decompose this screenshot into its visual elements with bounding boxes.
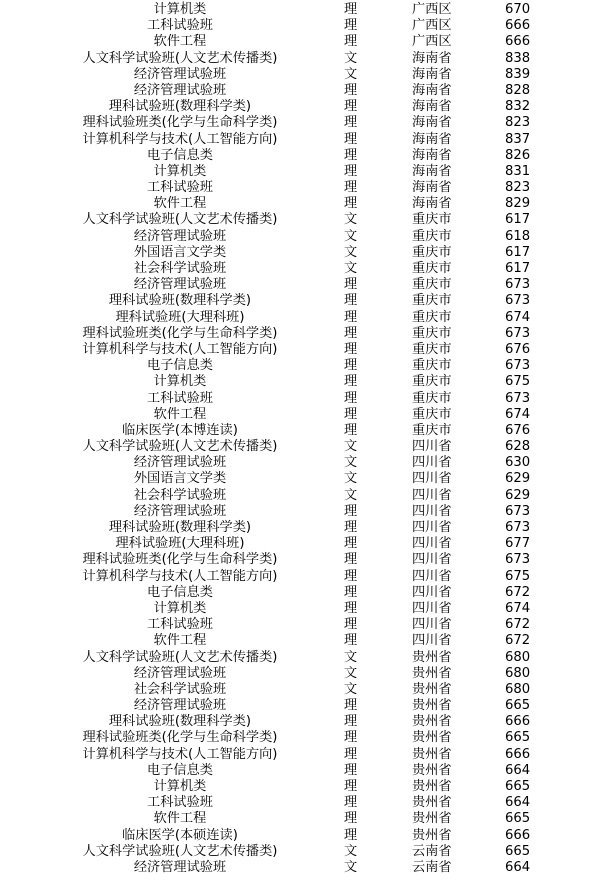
province-cell: 四川省 xyxy=(412,439,452,455)
table-row xyxy=(0,212,610,228)
province-cell: 四川省 xyxy=(412,455,452,471)
province-cell: 海南省 xyxy=(412,50,452,66)
score-cell: 672 xyxy=(505,617,531,633)
table-row xyxy=(0,569,610,585)
score-cell: 672 xyxy=(505,633,531,649)
score-cell: 838 xyxy=(505,50,531,66)
table-row xyxy=(0,439,610,455)
major-cell: 计算机类 xyxy=(153,779,207,794)
table-row xyxy=(0,520,610,536)
category-cell: 文 xyxy=(344,439,358,455)
category-cell: 理 xyxy=(344,730,358,746)
table-row xyxy=(0,245,610,261)
province-cell: 重庆市 xyxy=(412,341,452,357)
province-cell: 重庆市 xyxy=(412,309,452,325)
province-cell: 四川省 xyxy=(412,536,452,552)
province-cell: 重庆市 xyxy=(412,212,452,228)
major-cell: 电子信息类 xyxy=(147,584,213,600)
category-cell: 理 xyxy=(344,762,358,778)
score-cell: 665 xyxy=(505,779,531,794)
province-cell: 海南省 xyxy=(412,163,452,179)
category-cell: 理 xyxy=(344,374,358,390)
major-cell: 计算机类 xyxy=(153,2,207,17)
score-cell: 666 xyxy=(505,746,531,762)
province-cell: 贵州省 xyxy=(412,665,452,681)
score-cell: 680 xyxy=(505,681,531,697)
province-cell: 重庆市 xyxy=(412,228,452,244)
province-cell: 贵州省 xyxy=(412,714,452,730)
score-cell: 674 xyxy=(505,406,531,422)
score-cell: 666 xyxy=(505,18,531,34)
major-cell: 外国语言文学类 xyxy=(133,244,227,260)
table-row xyxy=(0,277,610,293)
category-cell: 理 xyxy=(344,325,358,341)
score-cell: 677 xyxy=(505,536,531,552)
table-row xyxy=(0,51,610,67)
category-cell: 理 xyxy=(344,390,358,406)
score-cell: 673 xyxy=(505,503,531,519)
category-cell: 理 xyxy=(344,358,358,374)
major-cell: 经济管理试验班 xyxy=(133,455,227,471)
score-cell: 666 xyxy=(505,34,531,50)
province-cell: 贵州省 xyxy=(412,827,452,843)
province-cell: 海南省 xyxy=(412,147,452,163)
major-cell: 经济管理试验班 xyxy=(133,859,227,875)
table-row xyxy=(0,666,610,682)
table-row xyxy=(0,229,610,245)
province-cell: 海南省 xyxy=(412,115,452,131)
score-cell: 673 xyxy=(505,358,531,374)
major-cell: 计算机科学与技术(人工智能方向) xyxy=(82,568,278,584)
major-cell: 经济管理试验班 xyxy=(133,503,227,519)
province-cell: 海南省 xyxy=(412,131,452,147)
major-cell: 理科试验班(大理科班) xyxy=(115,309,245,325)
score-cell: 630 xyxy=(505,455,531,471)
province-cell: 四川省 xyxy=(412,471,452,487)
major-cell: 工科试验班 xyxy=(147,795,213,811)
province-cell: 重庆市 xyxy=(412,422,452,438)
province-cell: 重庆市 xyxy=(412,406,452,422)
province-cell: 四川省 xyxy=(412,487,452,503)
category-cell: 理 xyxy=(344,698,358,714)
category-cell: 理 xyxy=(344,309,358,325)
score-cell: 673 xyxy=(505,520,531,535)
category-cell: 文 xyxy=(344,66,358,82)
table-row xyxy=(0,148,610,164)
major-cell: 理科试验班(数理科学类) xyxy=(108,714,252,730)
province-cell: 贵州省 xyxy=(412,649,452,665)
category-cell: 理 xyxy=(344,147,358,163)
category-cell: 理 xyxy=(344,163,358,179)
major-cell: 电子信息类 xyxy=(147,762,213,778)
major-cell: 软件工程 xyxy=(153,633,207,649)
category-cell: 理 xyxy=(344,18,358,34)
score-cell: 675 xyxy=(505,374,531,390)
province-cell: 重庆市 xyxy=(412,358,452,374)
score-cell: 666 xyxy=(505,827,531,843)
category-cell: 理 xyxy=(344,600,358,616)
category-cell: 理 xyxy=(344,99,358,115)
score-cell: 832 xyxy=(505,99,531,115)
province-cell: 贵州省 xyxy=(412,698,452,714)
category-cell: 文 xyxy=(344,455,358,471)
score-cell: 665 xyxy=(505,730,531,746)
score-cell: 617 xyxy=(505,261,531,276)
major-cell: 电子信息类 xyxy=(147,358,213,374)
major-cell: 临床医学(本硕连读) xyxy=(122,827,238,843)
score-cell: 674 xyxy=(505,600,531,616)
category-cell: 理 xyxy=(344,584,358,600)
major-cell: 经济管理试验班 xyxy=(133,698,227,714)
score-cell: 823 xyxy=(505,180,531,196)
category-cell: 理 xyxy=(344,503,358,519)
major-cell: 工科试验班 xyxy=(147,18,213,34)
province-cell: 重庆市 xyxy=(412,293,452,309)
table-row xyxy=(0,585,610,601)
table-row xyxy=(0,196,610,212)
major-cell: 理科试验班类(化学与生命科学类) xyxy=(82,115,278,131)
table-row xyxy=(0,811,610,827)
table-row xyxy=(0,67,610,83)
major-cell: 人文科学试验班(人文艺术传播类) xyxy=(82,843,278,859)
score-cell: 666 xyxy=(505,714,531,730)
table-row xyxy=(0,132,610,148)
table-row xyxy=(0,617,610,633)
province-cell: 四川省 xyxy=(412,503,452,519)
category-cell: 理 xyxy=(344,131,358,147)
score-cell: 617 xyxy=(505,212,531,228)
table-row xyxy=(0,391,610,407)
major-cell: 经济管理试验班 xyxy=(133,82,227,98)
major-cell: 软件工程 xyxy=(153,34,207,50)
table-row xyxy=(0,860,610,876)
major-cell: 计算机科学与技术(人工智能方向) xyxy=(82,746,278,762)
province-cell: 贵州省 xyxy=(412,811,452,827)
table-row xyxy=(0,682,610,698)
major-cell: 计算机类 xyxy=(153,374,207,390)
table-row xyxy=(0,714,610,730)
province-cell: 贵州省 xyxy=(412,795,452,811)
province-cell: 四川省 xyxy=(412,617,452,633)
major-cell: 人文科学试验班(人文艺术传播类) xyxy=(82,439,278,455)
score-cell: 675 xyxy=(505,568,531,584)
table-row xyxy=(0,795,610,811)
score-cell: 617 xyxy=(505,244,531,260)
table-row xyxy=(0,115,610,131)
score-cell: 676 xyxy=(505,341,531,357)
score-cell: 664 xyxy=(505,859,531,875)
province-cell: 重庆市 xyxy=(412,374,452,390)
major-cell: 经济管理试验班 xyxy=(133,66,227,82)
province-cell: 广西区 xyxy=(412,2,452,17)
table-row xyxy=(0,601,610,617)
category-cell: 文 xyxy=(344,487,358,503)
table-row xyxy=(0,552,610,568)
table-row xyxy=(0,407,610,423)
province-cell: 四川省 xyxy=(412,600,452,616)
major-cell: 工科试验班 xyxy=(147,390,213,406)
major-cell: 计算机类 xyxy=(153,600,207,616)
score-cell: 673 xyxy=(505,293,531,309)
category-cell: 文 xyxy=(344,228,358,244)
province-cell: 四川省 xyxy=(412,633,452,649)
province-cell: 贵州省 xyxy=(412,681,452,697)
major-cell: 经济管理试验班 xyxy=(133,228,227,244)
major-cell: 经济管理试验班 xyxy=(133,277,227,293)
major-cell: 软件工程 xyxy=(153,406,207,422)
major-cell: 临床医学(本博连读) xyxy=(122,422,238,438)
category-cell: 文 xyxy=(344,261,358,276)
table-row xyxy=(0,650,610,666)
major-cell: 社会科学试验班 xyxy=(133,681,227,697)
score-cell: 676 xyxy=(505,422,531,438)
category-cell: 理 xyxy=(344,633,358,649)
category-cell: 理 xyxy=(344,180,358,196)
score-cell: 823 xyxy=(505,115,531,131)
category-cell: 理 xyxy=(344,115,358,131)
major-cell: 理科试验班(数理科学类) xyxy=(108,99,252,115)
category-cell: 理 xyxy=(344,795,358,811)
major-cell: 人文科学试验班(人文艺术传播类) xyxy=(82,649,278,665)
score-cell: 665 xyxy=(505,843,531,859)
category-cell: 理 xyxy=(344,422,358,438)
major-cell: 社会科学试验班 xyxy=(133,487,227,503)
major-cell: 软件工程 xyxy=(153,811,207,827)
score-cell: 829 xyxy=(505,196,531,212)
category-cell: 理 xyxy=(344,827,358,843)
score-cell: 672 xyxy=(505,584,531,600)
category-cell: 文 xyxy=(344,665,358,681)
major-cell: 理科试验班类(化学与生命科学类) xyxy=(82,325,278,341)
province-cell: 重庆市 xyxy=(412,390,452,406)
table-row xyxy=(0,2,610,18)
table-row xyxy=(0,488,610,504)
score-cell: 826 xyxy=(505,147,531,163)
score-cell: 629 xyxy=(505,487,531,503)
table-row xyxy=(0,374,610,390)
category-cell: 理 xyxy=(344,196,358,212)
score-cell: 828 xyxy=(505,82,531,98)
table-row xyxy=(0,261,610,277)
table-row xyxy=(0,34,610,50)
major-cell: 计算机科学与技术(人工智能方向) xyxy=(82,341,278,357)
category-cell: 理 xyxy=(344,82,358,98)
category-cell: 理 xyxy=(344,341,358,357)
category-cell: 文 xyxy=(344,681,358,697)
province-cell: 贵州省 xyxy=(412,762,452,778)
category-cell: 理 xyxy=(344,714,358,730)
province-cell: 广西区 xyxy=(412,18,452,34)
major-cell: 理科试验班类(化学与生命科学类) xyxy=(82,730,278,746)
score-cell: 664 xyxy=(505,762,531,778)
table-row xyxy=(0,180,610,196)
score-cell: 680 xyxy=(505,649,531,665)
category-cell: 理 xyxy=(344,34,358,50)
category-cell: 理 xyxy=(344,293,358,309)
score-cell: 670 xyxy=(505,2,531,17)
score-cell: 628 xyxy=(505,439,531,455)
major-cell: 理科试验班(数理科学类) xyxy=(108,293,252,309)
score-cell: 839 xyxy=(505,66,531,82)
score-cell: 629 xyxy=(505,471,531,487)
table-row xyxy=(0,828,610,844)
province-cell: 海南省 xyxy=(412,99,452,115)
table-row xyxy=(0,99,610,115)
province-cell: 云南省 xyxy=(412,859,452,875)
province-cell: 四川省 xyxy=(412,520,452,535)
category-cell: 理 xyxy=(344,811,358,827)
category-cell: 文 xyxy=(344,649,358,665)
major-cell: 电子信息类 xyxy=(147,147,213,163)
table-row xyxy=(0,633,610,649)
category-cell: 理 xyxy=(344,552,358,568)
province-cell: 云南省 xyxy=(412,843,452,859)
category-cell: 理 xyxy=(344,779,358,794)
category-cell: 文 xyxy=(344,843,358,859)
category-cell: 理 xyxy=(344,746,358,762)
province-cell: 四川省 xyxy=(412,584,452,600)
table-row xyxy=(0,423,610,439)
major-cell: 经济管理试验班 xyxy=(133,665,227,681)
category-cell: 理 xyxy=(344,2,358,17)
table-row xyxy=(0,763,610,779)
score-cell: 673 xyxy=(505,277,531,293)
score-cell: 665 xyxy=(505,698,531,714)
province-cell: 广西区 xyxy=(412,34,452,50)
score-cell: 618 xyxy=(505,228,531,244)
category-cell: 文 xyxy=(344,859,358,875)
table-row xyxy=(0,18,610,34)
table-row xyxy=(0,358,610,374)
category-cell: 文 xyxy=(344,50,358,66)
major-cell: 计算机类 xyxy=(153,163,207,179)
province-cell: 重庆市 xyxy=(412,325,452,341)
province-cell: 重庆市 xyxy=(412,277,452,293)
category-cell: 理 xyxy=(344,520,358,535)
major-cell: 工科试验班 xyxy=(147,617,213,633)
province-cell: 重庆市 xyxy=(412,244,452,260)
table-row xyxy=(0,504,610,520)
province-cell: 海南省 xyxy=(412,66,452,82)
table-row xyxy=(0,747,610,763)
major-cell: 计算机科学与技术(人工智能方向) xyxy=(82,131,278,147)
major-cell: 外国语言文学类 xyxy=(133,471,227,487)
province-cell: 四川省 xyxy=(412,568,452,584)
table-row xyxy=(0,326,610,342)
score-cell: 673 xyxy=(505,552,531,568)
score-cell: 673 xyxy=(505,325,531,341)
category-cell: 理 xyxy=(344,568,358,584)
table-row xyxy=(0,471,610,487)
score-cell: 665 xyxy=(505,811,531,827)
province-cell: 四川省 xyxy=(412,552,452,568)
table-row xyxy=(0,844,610,860)
category-cell: 文 xyxy=(344,244,358,260)
province-cell: 海南省 xyxy=(412,196,452,212)
table-row xyxy=(0,83,610,99)
score-cell: 837 xyxy=(505,131,531,147)
category-cell: 理 xyxy=(344,406,358,422)
category-cell: 理 xyxy=(344,536,358,552)
province-cell: 海南省 xyxy=(412,180,452,196)
category-cell: 文 xyxy=(344,471,358,487)
score-cell: 680 xyxy=(505,665,531,681)
table-row xyxy=(0,536,610,552)
major-cell: 软件工程 xyxy=(153,196,207,212)
score-cell: 673 xyxy=(505,390,531,406)
major-cell: 工科试验班 xyxy=(147,180,213,196)
province-cell: 贵州省 xyxy=(412,746,452,762)
table-row xyxy=(0,730,610,746)
table-row xyxy=(0,698,610,714)
score-cell: 664 xyxy=(505,795,531,811)
table-row xyxy=(0,779,610,795)
score-cell: 674 xyxy=(505,309,531,325)
major-cell: 理科试验班(大理科班) xyxy=(115,536,245,552)
table-row xyxy=(0,164,610,180)
major-cell: 人文科学试验班(人文艺术传播类) xyxy=(82,212,278,228)
category-cell: 理 xyxy=(344,277,358,293)
major-cell: 人文科学试验班(人文艺术传播类) xyxy=(82,50,278,66)
province-cell: 重庆市 xyxy=(412,261,452,276)
major-cell: 理科试验班(数理科学类) xyxy=(108,520,252,535)
category-cell: 理 xyxy=(344,617,358,633)
table-row xyxy=(0,455,610,471)
major-cell: 社会科学试验班 xyxy=(133,261,227,276)
province-cell: 海南省 xyxy=(412,82,452,98)
score-cell: 831 xyxy=(505,163,531,179)
major-cell: 理科试验班类(化学与生命科学类) xyxy=(82,552,278,568)
table-row xyxy=(0,310,610,326)
category-cell: 文 xyxy=(344,212,358,228)
province-cell: 贵州省 xyxy=(412,779,452,794)
province-cell: 贵州省 xyxy=(412,730,452,746)
table-row xyxy=(0,342,610,358)
table-row xyxy=(0,293,610,309)
